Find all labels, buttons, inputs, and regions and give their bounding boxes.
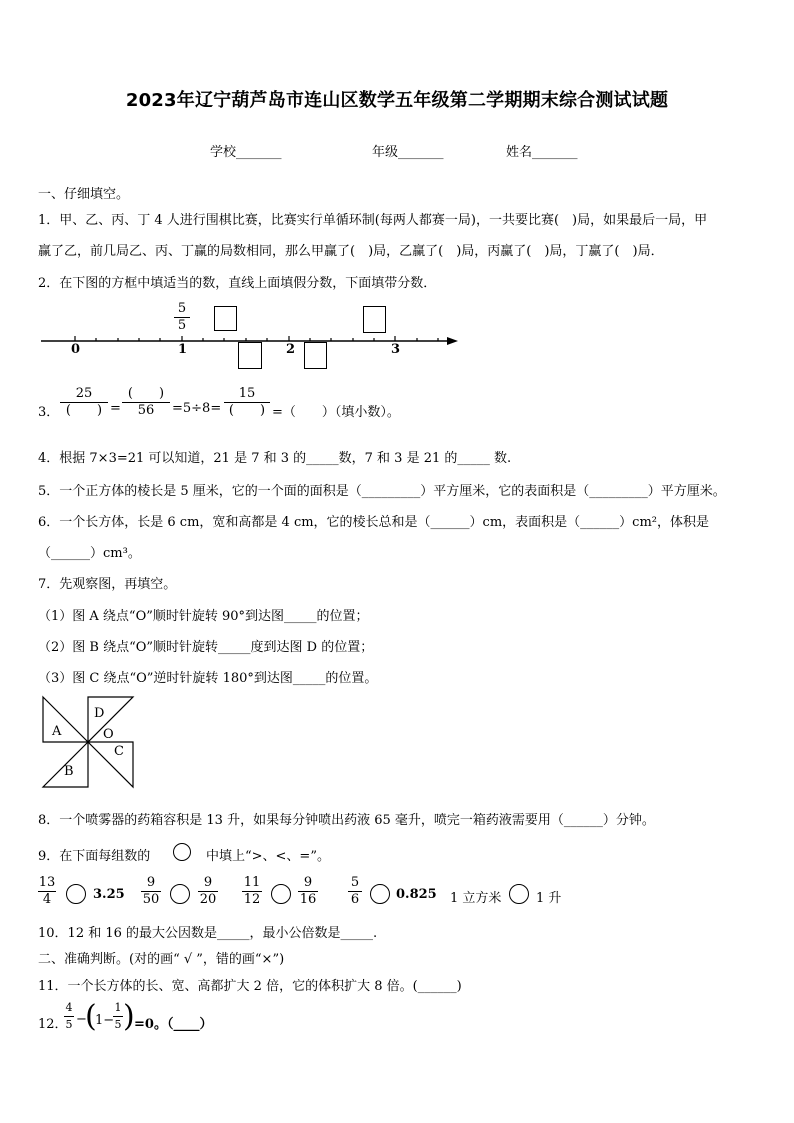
fraction-bar <box>64 1016 74 1017</box>
q9-g2-n2: 9 <box>203 875 213 890</box>
triangle-a <box>43 697 88 742</box>
fraction-denominator: 5 <box>177 318 187 333</box>
q12-f2-num: 1 <box>114 1001 122 1014</box>
q9-g1-fraction <box>38 876 56 907</box>
q9-g2-circle[interactable] <box>170 884 190 904</box>
answer-box-improper-1[interactable] <box>214 306 237 331</box>
grade-field[interactable]: 年级_______ <box>372 145 444 160</box>
q3-fraction-2 <box>122 387 170 418</box>
name-field[interactable]: 姓名_______ <box>506 145 578 160</box>
label-a: A <box>52 724 62 739</box>
answer-box-improper-2[interactable] <box>363 306 386 333</box>
q12-suffix: =0。（____） <box>134 1017 213 1032</box>
question-7-text: 7．先观察图，再填空。 <box>38 577 177 592</box>
q12-inner: 1− <box>95 1013 115 1028</box>
question-9-prefix: 9．在下面每组数的 <box>38 849 151 864</box>
q3-fraction-3 <box>224 387 270 418</box>
q9-g2-fraction-right <box>198 876 218 907</box>
q9-g2-fraction-left <box>141 876 161 907</box>
q9-g3-n2: 9 <box>303 875 313 890</box>
q12-minus: − <box>76 1012 87 1027</box>
q3-fraction-1 <box>60 387 108 418</box>
q3-suffix: =（ ）（填小数）。 <box>272 405 400 420</box>
rotation-figure <box>40 694 136 790</box>
q3-f1-denominator[interactable]: ( ) <box>65 403 103 418</box>
q3-f1-numerator: 25 <box>75 386 93 401</box>
q9-g3-circle[interactable] <box>271 884 291 904</box>
question-6-line2: （______）cm³。 <box>38 546 141 561</box>
q9-g3-d2: 16 <box>299 892 317 907</box>
question-1-line1: 1．甲、乙、丙、丁 4 人进行围棋比赛，比赛实行单循环制(每两人都赛一局)，一共要比赛( )局，如果最后一局，甲 <box>38 213 708 228</box>
q9-g5-left: 1 立方米 <box>450 891 502 906</box>
question-7-sub1: （1）图 A 绕点“O”顺时针旋转 90°到达图_____的位置； <box>38 609 369 624</box>
label-c: C <box>114 744 124 759</box>
tick-label-1: 1 <box>178 342 188 357</box>
label-d: D <box>94 706 105 721</box>
question-9-suffix: 中填上“>、<、=”。 <box>206 849 330 864</box>
question-12-number: 12． <box>38 1017 68 1032</box>
question-2-text: 2．在下图的方框中填适当的数，直线上面填假分数，下面填带分数． <box>38 276 437 291</box>
question-7-sub2: （2）图 B 绕点“O”顺时针旋转_____度到达图 D 的位置； <box>38 640 374 655</box>
q9-g3-d1: 12 <box>243 892 261 907</box>
question-7-sub3: （3）图 C 绕点“O”逆时针旋转 180°到达图_____的位置。 <box>38 671 378 686</box>
q3-f2-numerator[interactable]: ( ) <box>127 386 165 401</box>
q12-f1-den: 5 <box>65 1018 73 1031</box>
q9-g3-fraction-left <box>242 876 262 907</box>
q9-g4-den: 6 <box>350 892 360 907</box>
school-field[interactable]: 学校_______ <box>210 145 282 160</box>
q3-f3-denominator[interactable]: ( ) <box>228 403 266 418</box>
q9-g1-right: 3.25 <box>93 887 125 902</box>
label-o: O <box>103 727 114 742</box>
equals-sign: = <box>110 401 121 416</box>
tick-label-0: 0 <box>71 342 81 357</box>
fraction-numerator: 5 <box>177 301 187 316</box>
q9-g1-den: 4 <box>42 892 52 907</box>
question-4: 4．根据 7×3=21 可以知道，21 是 7 和 3 的_____数，7 和 3 是 21 的_____ 数. <box>38 451 512 466</box>
question-5: 5．一个正方体的棱长是 5 厘米，它的一个面的面积是（_________）平方厘米，它的表面积是（_________）平方厘米。 <box>38 484 726 499</box>
q9-g3-fraction-right <box>298 876 318 907</box>
question-10: 10．12 和 16 的最大公因数是_____，最小公倍数是_____. <box>38 926 378 941</box>
q9-g1-circle[interactable] <box>66 884 86 904</box>
q9-g2-d1: 50 <box>142 892 160 907</box>
q9-g4-fraction <box>348 876 362 907</box>
question-6-line1: 6．一个长方体，长是 6 cm，宽和高都是 4 cm，它的棱长总和是（______）cm，表面积是（______）cm²，体积是 <box>38 515 709 530</box>
q3-f3-numerator: 15 <box>238 386 256 401</box>
question-11: 11．一个长方体的长、宽、高都扩大 2 倍，它的体积扩大 8 倍。(______) <box>38 979 462 994</box>
tick-label-3: 3 <box>391 342 401 357</box>
right-paren-icon: ) <box>123 999 135 1034</box>
q9-g4-right: 0.825 <box>396 887 437 902</box>
question-1-line2: 赢了乙，前几局乙、丙、丁赢的局数相同，那么甲赢了( )局，乙赢了( )局，丙赢了( )局，丁赢了( )局． <box>38 244 664 259</box>
answer-box-mixed-2[interactable] <box>304 342 327 369</box>
answer-box-mixed-1[interactable] <box>238 342 262 369</box>
q12-f2-den: 5 <box>114 1018 122 1031</box>
section-1-heading: 一、仔细填空。 <box>38 187 130 202</box>
q9-g3-n1: 11 <box>243 875 261 890</box>
q12-fraction-2 <box>113 1001 123 1032</box>
question-3-number: 3． <box>38 405 60 420</box>
q9-g4-circle[interactable] <box>370 884 390 904</box>
q12-fraction-1 <box>64 1001 74 1032</box>
section-2-heading: 二、准确判断。(对的画“ √ ”，错的画“×”) <box>38 952 285 967</box>
q9-g2-d2: 20 <box>199 892 217 907</box>
compare-circle-icon <box>173 843 191 861</box>
question-8: 8．一个喷雾器的药箱容积是 13 升，如果每分钟喷出药液 65 毫升，喷完一箱药液需要用（______）分钟。 <box>38 813 655 828</box>
left-paren-icon: ( <box>85 999 97 1034</box>
q3-middle-text: =5÷8= <box>172 401 222 416</box>
fraction-five-fifths <box>174 302 190 333</box>
q9-g5-circle[interactable] <box>509 884 529 904</box>
q12-f1-num: 4 <box>65 1001 73 1014</box>
triangle-c <box>88 742 133 787</box>
q9-g5-right: 1 升 <box>536 891 562 906</box>
tick-label-2: 2 <box>286 342 296 357</box>
label-b: B <box>64 764 74 779</box>
q9-g1-num: 13 <box>38 875 56 890</box>
q9-g4-num: 5 <box>350 875 360 890</box>
q3-f2-denominator: 56 <box>137 403 155 418</box>
q9-g2-n1: 9 <box>146 875 156 890</box>
page-title: 2023年辽宁葫芦岛市连山区数学五年级第二学期期末综合测试试题 <box>125 90 669 111</box>
fraction-bar <box>113 1016 123 1017</box>
arrow-head-icon <box>447 337 458 345</box>
